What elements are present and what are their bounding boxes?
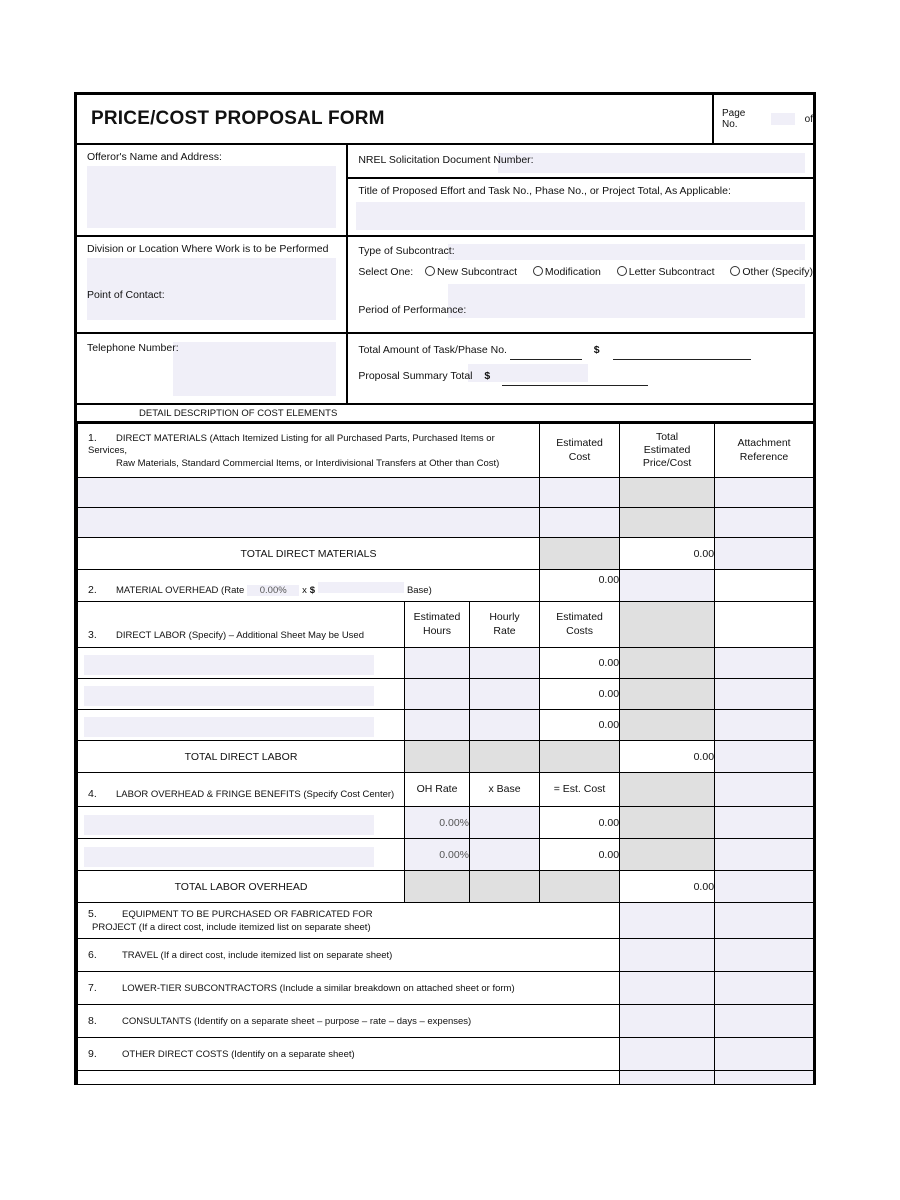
col-header-estimated-hours [405,602,470,648]
direct-labor-attachment-input[interactable] [715,679,814,710]
type-of-subcontract-label: Type of Subcontract: [358,245,455,257]
item-5-line1: EQUIPMENT TO BE PURCHASED OR FABRICATED FOR [122,909,373,921]
item-6-total-input[interactable] [620,939,715,972]
col-header-hourly-rate [470,602,540,648]
labor-overhead-est-cost-value: 0.00 [540,839,620,871]
col-header-est-cost: = Est. Cost [540,773,620,807]
item-9-attachment-input[interactable] [715,1038,814,1071]
item-8-description [78,1005,620,1038]
labor-overhead-description [78,773,405,807]
estimated-costs-line2: Costs [566,624,593,637]
totals-block [348,334,813,403]
cost-item-row [78,972,814,1005]
header-left-column [77,145,348,403]
labor-overhead-attachment-input[interactable] [715,807,814,839]
direct-labor-total-shaded [620,648,715,679]
labor-overhead-base-input[interactable] [470,839,540,871]
offeror-label: Offeror's Name and Address: [87,151,222,163]
col-header-estimated-cost [540,424,620,478]
total-labor-overhead-attachment[interactable] [715,871,814,903]
labor-overhead-attachment-input[interactable] [715,839,814,871]
item-9-line1: OTHER DIRECT COSTS (Identify on a separate sheet) [122,1048,355,1060]
page-no-input[interactable] [771,113,795,125]
direct-labor-number: 3. [88,628,97,641]
direct-materials-total-shaded [620,508,715,538]
total-labor-overhead-label: TOTAL LABOR OVERHEAD [78,871,405,903]
solicitation-block [348,145,813,179]
material-overhead-number: 2. [88,583,97,596]
item-9-description [78,1038,620,1071]
estimated-hours-line2: Hours [422,624,451,637]
direct-materials-total-shaded [620,478,715,508]
item-8-line1: CONSULTANTS (Identify on a separate sheet – purpose – rate – days – expenses) [122,1015,472,1027]
col-header-estimated-costs [540,602,620,648]
total-labor-overhead-base-shaded [470,871,540,903]
estimated-hours-line1: Estimated [413,611,461,624]
direct-labor-total-shaded [620,602,715,648]
item-6-number: 6. [88,948,97,961]
direct-labor-cost-value: 0.00 [540,679,620,710]
labor-overhead-base-input[interactable] [470,807,540,839]
period-of-performance-label: Period of Performance: [358,304,467,317]
total-direct-labor-value: 0.00 [620,741,715,773]
option-label-new-subcontract: New Subcontract [437,266,518,278]
item-7-attachment-input[interactable] [715,972,814,1005]
total-estimated-line2: Estimated [643,443,691,456]
form-title-bar [77,95,813,145]
proposal-summary-input[interactable] [502,372,648,386]
total-direct-labor-attachment[interactable] [715,741,814,773]
item-8-attachment-input[interactable] [715,1005,814,1038]
option-label-modification: Modification [544,266,601,278]
total-direct-materials-row [78,538,814,570]
material-overhead-value: 0.00 [540,570,620,602]
offeror-block [77,145,346,237]
total-direct-labor-rate-shaded [470,741,540,773]
total-amount-row [348,334,813,360]
item-6-attachment-input[interactable] [715,939,814,972]
material-overhead-row [78,570,814,602]
direct-materials-entry-row [78,478,814,508]
direct-labor-entry-row [78,648,814,679]
labor-overhead-desc-cell[interactable] [78,839,405,871]
telephone-label: Telephone Number: [87,342,179,354]
direct-labor-entry-row [78,710,814,741]
hourly-rate-line2: Rate [493,624,516,637]
total-direct-labor-cost-shaded [540,741,620,773]
cost-elements-table [77,423,814,1085]
dollar-sign-summary: $ [484,370,491,383]
total-amount-value-input[interactable] [613,346,751,360]
direct-labor-cost-value: 0.00 [540,648,620,679]
hourly-rate-line1: Hourly [489,611,520,624]
direct-materials-description [78,424,540,478]
proposal-summary-row [348,360,813,386]
labor-overhead-desc-cell[interactable] [78,807,405,839]
type-of-subcontract-input[interactable] [448,244,805,260]
attachment-line1: Attachment [737,437,791,450]
telephone-input[interactable] [173,342,336,396]
item-5-attachment-input[interactable] [715,903,814,939]
period-of-performance-input[interactable] [448,284,805,318]
total-direct-materials-shaded [540,538,620,570]
cost-item-row [78,1005,814,1038]
labor-overhead-oh-rate-input[interactable]: 0.00% [405,807,470,839]
total-direct-materials-attachment[interactable] [715,538,814,570]
direct-labor-label: DIRECT LABOR (Specify) – Additional Sheet May be Used [116,629,364,641]
item-9-number: 9. [88,1047,97,1060]
select-one-row [348,260,813,279]
item-6-description [78,939,620,972]
title-of-effort-input[interactable] [356,202,805,230]
material-overhead-dollar: $ [309,584,316,596]
direct-labor-desc-cell[interactable] [78,710,405,741]
labor-overhead-entry-row [78,807,814,839]
proposal-summary-label: Proposal Summary Total [358,370,473,383]
direct-materials-line2: Raw Materials, Standard Commercial Items, or Interdivisional Transfers at Other than Cost) [116,457,500,469]
direct-labor-desc-input[interactable] [84,717,374,737]
direct-labor-hours-input[interactable] [405,648,470,679]
total-labor-overhead-rate-shaded [405,871,470,903]
option-label-other: Other (Specify) [742,266,813,278]
direct-labor-cost-value: 0.00 [540,710,620,741]
labor-overhead-number: 4. [88,787,97,800]
total-amount-task-input[interactable] [510,346,582,360]
material-overhead-rate-input[interactable]: 0.00% [247,585,299,596]
page-title: PRICE/COST PROPOSAL FORM [91,108,385,129]
cost-item-row [78,939,814,972]
direct-labor-rate-input[interactable] [470,710,540,741]
direct-materials-desc-input[interactable] [78,478,540,508]
item-8-number: 8. [88,1014,97,1027]
col-header-total-estimated-price-cost [620,424,715,478]
solicitation-input[interactable] [498,153,805,173]
header-right-column [348,145,813,403]
labor-overhead-desc-input[interactable] [84,847,374,867]
price-cost-proposal-form [74,92,816,1085]
dollar-sign-task: $ [593,344,600,356]
total-direct-materials-value: 0.00 [620,538,715,570]
direct-labor-desc-input[interactable] [84,686,374,706]
direct-labor-desc-input[interactable] [84,655,374,675]
attachment-line2: Reference [739,450,789,463]
total-direct-materials-label: TOTAL DIRECT MATERIALS [78,538,540,570]
total-direct-labor-hours-shaded [405,741,470,773]
direct-labor-rate-input[interactable] [470,648,540,679]
direct-materials-number: 1. [88,431,97,444]
direct-materials-attachment-input[interactable] [715,478,814,508]
direct-materials-line1: DIRECT MATERIALS (Attach Itemized Listing for all Purchased Parts, Purchased Items or Services, [88,432,495,457]
direct-labor-desc-cell[interactable] [78,648,405,679]
labor-overhead-total-shaded [620,839,715,871]
telephone-block [77,334,346,403]
point-of-contact-label: Point of Contact: [87,289,165,302]
offeror-input[interactable] [87,166,336,228]
detail-description-strip [77,403,813,423]
item-9-total-input[interactable] [620,1038,715,1071]
direct-labor-attachment-header [715,602,814,648]
total-estimated-line1: Total [655,430,679,443]
direct-labor-attachment-input[interactable] [715,648,814,679]
item-7-description [78,972,620,1005]
division-input[interactable] [87,258,336,286]
estimated-cost-line1: Estimated [556,437,603,450]
subcontract-type-block [348,237,813,334]
total-direct-labor-row [78,741,814,773]
cost-item-row [78,903,814,939]
direct-labor-hours-input[interactable] [405,710,470,741]
item-cutoff-total-input[interactable] [620,1071,715,1085]
item-8-total-input[interactable] [620,1005,715,1038]
item-7-line1: LOWER-TIER SUBCONTRACTORS (Include a similar breakdown on attached sheet or form) [122,982,515,994]
direct-labor-total-shaded [620,679,715,710]
material-overhead-text-b: x [302,584,307,596]
item-cutoff-attachment-input[interactable] [715,1071,814,1085]
direct-materials-header-row [78,424,814,478]
item-5-description [78,903,620,939]
col-header-x-base: x Base [470,773,540,807]
material-overhead-base-input[interactable] [318,582,404,593]
page-no-label: Page No. [722,108,746,130]
direct-materials-desc-input[interactable] [78,508,540,538]
direct-materials-est-cost-input[interactable] [540,478,620,508]
labor-overhead-total-shaded [620,773,715,807]
labor-overhead-oh-rate-input[interactable]: 0.00% [405,839,470,871]
material-overhead-text-a: MATERIAL OVERHEAD (Rate [116,584,245,596]
item-7-number: 7. [88,981,97,994]
item-6-line1: TRAVEL (If a direct cost, include itemized list on separate sheet) [122,949,393,961]
radio-other-specify[interactable] [730,266,740,276]
radio-modification[interactable] [533,266,543,276]
labor-overhead-header-row [78,773,814,807]
total-labor-overhead-cost-shaded [540,871,620,903]
estimated-costs-line1: Estimated [556,611,603,624]
item-5-number: 5. [88,908,97,921]
direct-labor-description [78,602,405,648]
direct-labor-rate-input[interactable] [470,679,540,710]
direct-labor-desc-cell[interactable] [78,679,405,710]
cost-item-row-cutoff [78,1071,814,1085]
direct-labor-header-row [78,602,814,648]
item-7-total-input[interactable] [620,972,715,1005]
direct-labor-total-shaded [620,710,715,741]
item-5-line2: PROJECT (If a direct cost, include itemized list on separate sheet) [92,921,371,933]
labor-overhead-attachment-header [715,773,814,807]
total-direct-labor-label: TOTAL DIRECT LABOR [78,741,405,773]
item-5-total-input[interactable] [620,903,715,939]
labor-overhead-entry-row [78,839,814,871]
select-one-label: Select One: [358,266,414,278]
total-amount-label: Total Amount of Task/Phase No. [358,344,507,356]
detail-description-label: DETAIL DESCRIPTION OF COST ELEMENTS [139,407,338,419]
radio-new-subcontract[interactable] [425,266,435,276]
radio-letter-subcontract[interactable] [617,266,627,276]
total-labor-overhead-value: 0.00 [620,871,715,903]
division-block [77,237,346,334]
title-of-effort-label: Title of Proposed Effort and Task No., Phase No., or Project Total, As Applicable: [358,185,731,197]
item-cutoff-description [78,1071,620,1085]
division-label: Division or Location Where Work is to be Performed [87,243,329,255]
page-of-label: of [804,113,813,125]
form-title-cell [77,95,714,143]
total-labor-overhead-row [78,871,814,903]
material-overhead-text-c: Base) [406,584,432,596]
material-overhead-description [78,570,540,602]
labor-overhead-est-cost-value: 0.00 [540,807,620,839]
direct-materials-entry-row [78,508,814,538]
option-label-letter-subcontract: Letter Subcontract [628,266,715,278]
direct-labor-entry-row [78,679,814,710]
labor-overhead-desc-input[interactable] [84,815,374,835]
solicitation-label: NREL Solicitation Document Number: [358,154,534,166]
header-info-block [77,145,813,403]
cost-item-row [78,1038,814,1071]
material-overhead-attachment[interactable] [620,570,715,602]
direct-labor-attachment-input[interactable] [715,710,814,741]
title-of-effort-block [348,179,813,237]
total-estimated-line3: Price/Cost [642,457,692,470]
labor-overhead-total-shaded [620,807,715,839]
col-header-oh-rate: OH Rate [405,773,470,807]
direct-labor-hours-input[interactable] [405,679,470,710]
labor-overhead-label: LABOR OVERHEAD & FRINGE BENEFITS (Specify Cost Center) [116,788,395,800]
estimated-cost-line2: Cost [568,450,591,463]
direct-materials-attachment-input[interactable] [715,508,814,538]
col-header-attachment-reference [715,424,814,478]
direct-materials-est-cost-input[interactable] [540,508,620,538]
page-number-cell[interactable] [714,95,813,143]
